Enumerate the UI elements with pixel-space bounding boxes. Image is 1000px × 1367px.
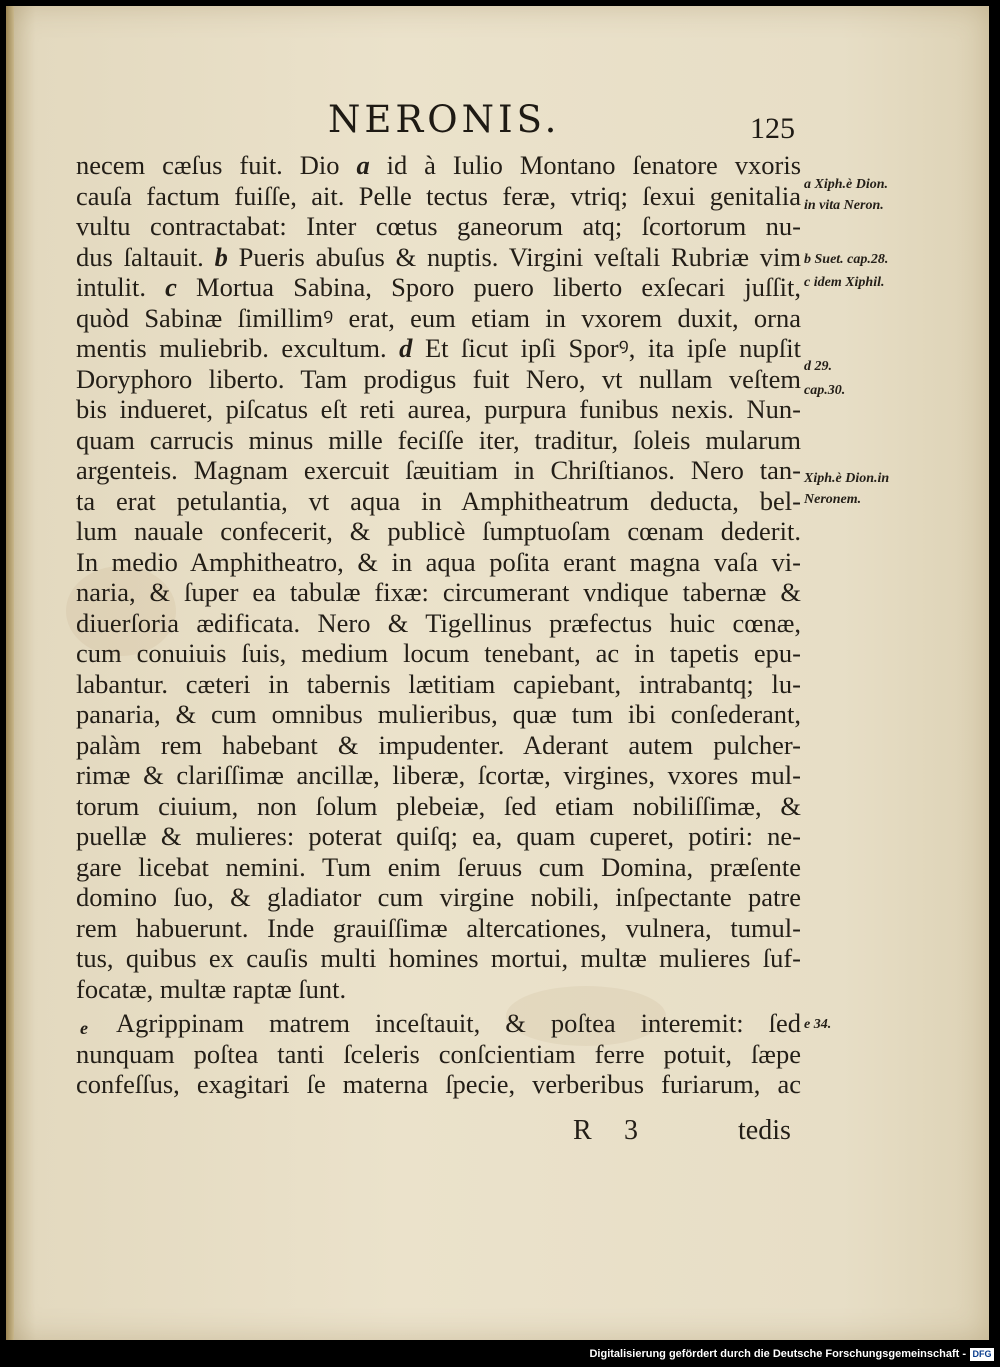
text-line: mentis muliebrib. excultum. d Et ſicut ipſi Sporꝰ, ita ipſe nupſit [76,333,801,363]
page-binding-edge [6,6,14,1340]
marginal-note: cap.30. [804,383,846,398]
signature-mark: R [573,1115,592,1146]
text-line: domino ſuo, & gladiator cum virgine nobili, inſpectante patre [76,882,801,912]
text-line: diuerſoria ædificata. Nero & Tigellinus præfectus huic cœnæ, [76,607,801,638]
text-line: torum ciuium, non ſolum plebeiæ, ſed etiam nobiliſſimæ, & [76,790,801,821]
text-line: confeſſus, exagitari ſe materna ſpecie, verberibus furiarum, ac [76,1069,801,1099]
text-line: panaria, & cum omnibus mulieribus, quæ tum ibi conſederant, [76,699,801,729]
text-line: vultu contractabat: Inter cœtus ganeorum atq; ſcortorum nu- [76,211,801,241]
text-line: rem habuerunt. Inde grauiſſimæ altercationes, vulnera, tumul- [76,912,801,943]
text-line: lum nauale confecerit, & publicè ſumptuoſam cœnam dederit. [76,516,801,546]
footer-bar [0,1345,1000,1367]
text-line: tus, quibus ex cauſis multi homines mortui, multæ mulieres ſuf- [76,943,801,973]
text-line: necem cæſus fuit. Dio a id à Iulio Montano ſenatore vxoris [76,150,801,180]
text-line: intulit. c Mortua Sabina, Sporo puero liberto exſecari juſſit, [76,272,801,302]
text-line: labantur. cæteri in tabernis lætitiam capiebant, intrabantq; lu- [76,668,801,699]
text-line: nunquam poſtea tanti ſceleris conſcientiam ferre potuit, ſæpe [76,1038,801,1069]
marginal-note: a Xiph.è Dion. [804,177,889,192]
text-line: cum conuiuis ſuis, medium locum tenebant, ac in tapetis epu- [76,638,801,668]
marginal-note: d 29. [804,359,832,374]
text-line: focatæ, multæ raptæ ſunt. [76,973,347,1004]
signature-number: 3 [624,1115,638,1146]
text-line: puellæ & mulieres: poterat quiſq; ea, quam cuperet, potiri: ne- [76,821,801,851]
running-head: NERONIS. [328,98,561,141]
text-line: cauſa factum fuiſſe, ait. Pelle tectus feræ, vtriq; ſexui genitalia [76,180,801,211]
text-line: dus ſaltauit. b Pueris abuſus & nuptis. Virgini veſtali Rubriæ vim [76,241,801,272]
text-line: argenteis. Magnam exercuit ſæuitiam in Chriſtianos. Nero tan- [76,455,801,485]
dfg-logo-icon: DFG [970,1348,994,1361]
text-line: In medio Amphitheatro, & in aqua poſita erant magna vaſa vi- [76,546,801,577]
marginal-note: Xiph.è Dion.in [804,471,890,486]
text-line: quam carrucis minus mille feciſſe iter, traditur, ſoleis mularum [76,424,801,455]
marginal-note: b Suet. cap.28. [804,252,889,267]
text-line: naria, & ſuper ea tabulæ fixæ: circumerant vndique tabernæ & [76,577,801,607]
marginal-note: in vita Neron. [804,198,884,213]
text-line: gare licebat nemini. Tum enim ſeruus cum Domina, præſente [76,851,801,882]
paragraph-ref-letter: e [80,1018,88,1038]
marginal-note: Neronem. [804,492,862,507]
marginal-note: e 34. [804,1017,832,1032]
text-line: ta erat petulantia, vt aqua in Amphitheatrum deducta, bel- [76,485,801,516]
text-line: Agrippinam matrem inceſtauit, & poſtea interemit: ſed [116,1008,801,1038]
text-line: bis indueret, piſcatus eſt reti aurea, purpura funibus nexis. Nun- [76,394,801,424]
text-line: quòd Sabinæ ſimillimꝰ erat, eum etiam in vxorem duxit, orna [76,302,801,333]
marginal-note: c idem Xiphil. [804,275,885,290]
catchword: tedis [738,1115,791,1146]
main-text-block [76,150,801,1100]
text-line: rimæ & clariſſimæ ancillæ, liberæ, ſcortæ, virgines, vxores mul- [76,760,801,790]
funding-credit: Digitalisierung gefördert durch die Deutsche Forschungsgemeinschaft - [589,1348,966,1360]
page-number: 125 [750,112,795,145]
text-line: Doryphoro liberto. Tam prodigus fuit Nero, vt nullam veſtem [76,363,801,394]
text-line: palàm rem habebant & impudenter. Aderant autem pulcher- [76,729,801,760]
